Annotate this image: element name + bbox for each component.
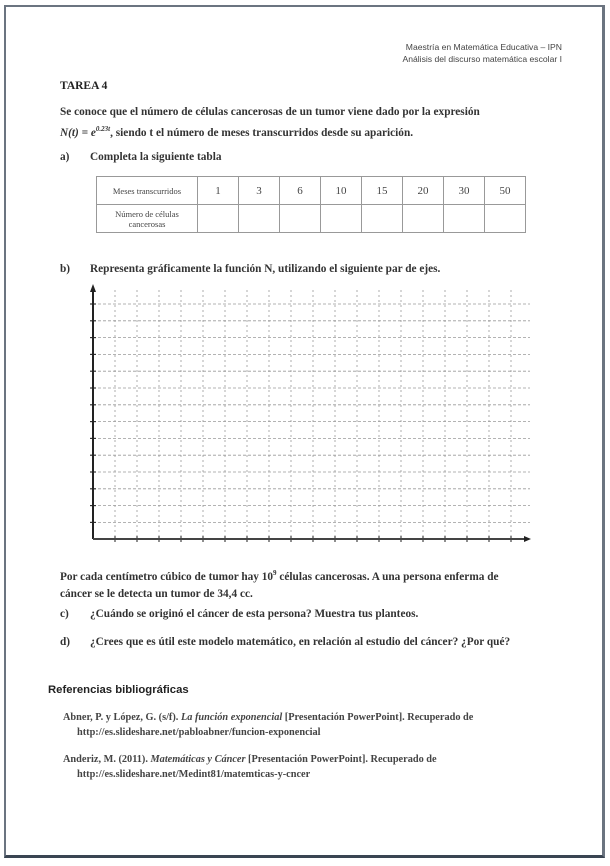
item-b-text: Representa gráficamente la función N, utilizando el siguiente par de ejes. [90,263,441,275]
table-month-cell: 10 [321,177,362,205]
header-program: Maestría en Matemática Educativa – IPN [405,42,562,52]
header-course: Análisis del discurso matemática escolar I [402,54,562,64]
item-d-text: ¿Crees que es útil este modelo matemático, en relación al estudio del cáncer? ¿Por qué? [90,636,511,648]
intro-formula: $N(t) = e^{0.23t}$ [60,125,111,139]
table-header-cells: Número de células cancerosas [97,205,198,233]
task-title: TAREA 4 [60,80,108,92]
y-axis-arrow-icon [90,284,96,292]
table-month-cell: 6 [280,177,321,205]
table-month-cell: 3 [239,177,280,205]
table-month-cell: 30 [444,177,485,205]
reference-url[interactable]: http://es.slideshare.net/pabloabner/funcion-exponencial [77,727,321,738]
item-c-label: c) [60,608,69,620]
reference-url[interactable]: http://es.slideshare.net/Medint81/matemticas-y-cncer [77,769,311,780]
item-d [60,636,510,648]
item-c [60,608,418,620]
table-month-cell: 15 [362,177,403,205]
table-month-cell: 20 [403,177,444,205]
context-paragraph: Por cada centímetro cúbico de tumor hay $10^9$ células cancerosas. A una persona enferma de cáncer se le detecta un tumor de 34,4 cc. [60,569,499,600]
intro-line1: Se conoce que el número de células cancerosas de un tumor viene dado por la expresión [60,106,480,118]
item-c-text: ¿Cuándo se originó el cáncer de esta persona? Muestra tus planteos. [90,608,419,620]
intro-line2: , siendo t el número de meses transcurridos desde su aparición. [110,126,414,139]
reference-item: Abner, P. y López, G. (s/f). La función exponencial [Presentación PowerPoint]. Recuperado de http://es.slideshare.net/pabloabner/funcion-exponencial [63,710,553,740]
grid-lines [90,290,530,542]
reference-item: Anderiz, M. (2011). Matemáticas y Cáncer [Presentación PowerPoint]. Recuperado de http://es.slideshare.net/Medint81/matemticas-y-cncer [63,752,553,782]
item-a-label: a) [60,151,70,163]
item-a-text: Completa la siguiente tabla [90,151,222,163]
table-month-cell: 1 [198,177,239,205]
item-b-label: b) [60,263,71,275]
x-axis-arrow-icon [524,536,531,542]
table-month-cell: 50 [485,177,526,205]
references-title: Referencias bibliográficas [48,684,189,696]
table-header-months: Meses transcurridos [97,177,198,205]
item-d-label: d) [60,636,71,648]
